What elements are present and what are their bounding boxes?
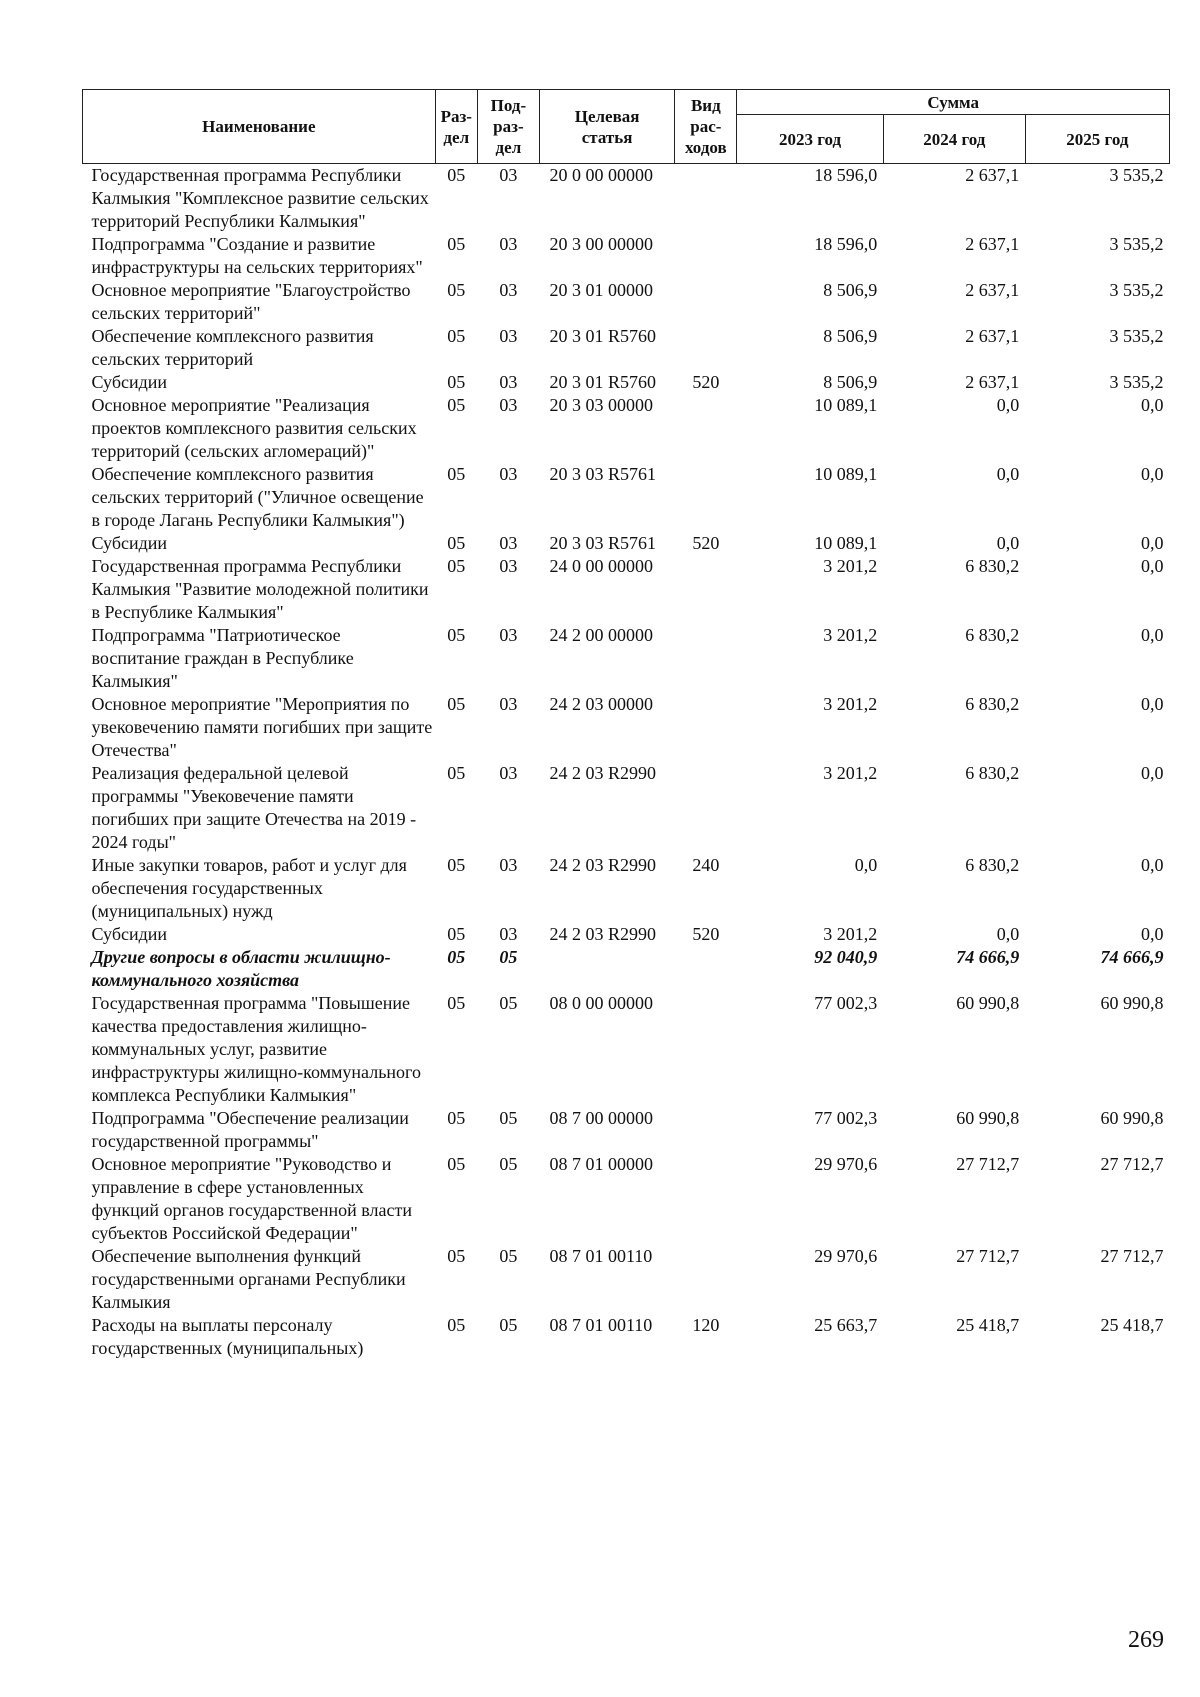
row-podrazdel: 03 <box>499 694 518 714</box>
row-sum-2025: 0,0 <box>1141 395 1164 415</box>
row-razdel: 05 <box>447 1315 466 1335</box>
row-vid <box>675 394 737 463</box>
row-tselevaya: 20 0 00 00000 <box>549 165 653 185</box>
row-name: Расходы на выплаты персоналу государственных (муниципальных) <box>91 1315 364 1358</box>
row-sum-2024: 6 830,2 <box>965 763 1020 783</box>
row-sum-2024: 27 712,7 <box>956 1246 1020 1266</box>
row-razdel: 05 <box>447 326 466 346</box>
row-sum-2025: 0,0 <box>1141 924 1164 944</box>
row-podrazdel: 05 <box>499 1246 518 1266</box>
row-tselevaya: 20 3 03 00000 <box>549 395 653 415</box>
row-name: Обеспечение выполнения функций государственными органами Республики Калмыкия <box>91 1246 406 1312</box>
table-row <box>83 233 1170 279</box>
row-name: Подпрограмма "Патриотическое воспитание граждан в Республике Калмыкия" <box>91 625 354 691</box>
row-razdel: 05 <box>447 464 466 484</box>
row-name: Основное мероприятие "Реализация проектов комплексного развития сельских территорий (сельских агломераций)" <box>91 395 417 461</box>
row-vid <box>675 325 737 371</box>
header-name: Наименование <box>83 90 436 164</box>
row-podrazdel: 03 <box>499 234 518 254</box>
row-podrazdel: 03 <box>499 326 518 346</box>
table-row <box>83 1153 1170 1245</box>
header-2023: 2023 год <box>737 115 883 164</box>
row-sum-2023: 3 201,2 <box>823 694 878 714</box>
table-row <box>83 279 1170 325</box>
row-sum-2025: 60 990,8 <box>1100 993 1164 1013</box>
row-sum-2024: 74 666,9 <box>956 947 1020 967</box>
row-razdel: 05 <box>447 234 466 254</box>
table-row <box>83 762 1170 854</box>
row-razdel: 05 <box>447 395 466 415</box>
row-name: Субсидии <box>91 533 168 553</box>
row-razdel: 05 <box>447 763 466 783</box>
row-name: Субсидии <box>91 372 168 392</box>
row-sum-2024: 0,0 <box>996 924 1020 944</box>
row-podrazdel: 03 <box>499 165 518 185</box>
row-razdel: 05 <box>447 533 466 553</box>
row-name: Обеспечение комплексного развития сельских территорий ("Уличное освещение в городе Лагань Республики Калмыкия") <box>91 464 424 530</box>
row-podrazdel: 03 <box>499 464 518 484</box>
row-podrazdel: 05 <box>499 947 518 967</box>
row-sum-2024: 6 830,2 <box>965 556 1020 576</box>
row-sum-2024: 0,0 <box>996 395 1020 415</box>
row-sum-2023: 29 970,6 <box>814 1246 878 1266</box>
row-tselevaya: 20 3 01 R5760 <box>549 326 656 346</box>
table-row <box>83 555 1170 624</box>
table-row <box>83 624 1170 693</box>
row-podrazdel: 03 <box>499 372 518 392</box>
budget-table <box>82 89 1170 1360</box>
table-body <box>83 164 1170 1361</box>
row-tselevaya: 24 2 03 00000 <box>549 694 653 714</box>
row-tselevaya: 20 3 01 R5760 <box>549 372 656 392</box>
row-vid: 520 <box>692 372 720 392</box>
table-row <box>83 1314 1170 1360</box>
row-vid <box>675 1245 737 1314</box>
row-razdel: 05 <box>447 1246 466 1266</box>
row-vid <box>675 555 737 624</box>
table-row <box>83 854 1170 923</box>
row-name: Субсидии <box>91 924 168 944</box>
row-sum-2023: 25 663,7 <box>814 1315 878 1335</box>
header-summa: Сумма <box>737 90 1170 115</box>
row-sum-2023: 77 002,3 <box>814 993 878 1013</box>
row-tselevaya: 24 2 03 R2990 <box>549 924 656 944</box>
row-sum-2024: 2 637,1 <box>965 165 1020 185</box>
table-row <box>83 992 1170 1107</box>
row-name: Реализация федеральной целевой программы "Увековечение памяти погибших при защите Отечества на 2019 - 2024 годы" <box>91 763 417 852</box>
row-sum-2024: 60 990,8 <box>956 993 1020 1013</box>
row-sum-2024: 2 637,1 <box>965 372 1020 392</box>
table-row <box>83 1107 1170 1153</box>
row-vid <box>675 624 737 693</box>
row-tselevaya: 08 7 01 00110 <box>549 1315 653 1335</box>
table-row <box>83 693 1170 762</box>
row-vid <box>675 164 737 234</box>
row-razdel: 05 <box>447 1154 466 1174</box>
row-sum-2023: 18 596,0 <box>814 234 878 254</box>
row-vid: 520 <box>692 533 720 553</box>
row-vid <box>675 992 737 1107</box>
row-sum-2024: 25 418,7 <box>956 1315 1020 1335</box>
row-sum-2023: 10 089,1 <box>814 533 878 553</box>
row-razdel: 05 <box>447 165 466 185</box>
row-podrazdel: 03 <box>499 625 518 645</box>
row-name: Иные закупки товаров, работ и услуг для обеспечения государственных (муниципальных) нужд <box>91 855 407 921</box>
row-tselevaya: 24 0 00 00000 <box>549 556 653 576</box>
row-name: Основное мероприятие "Благоустройство сельских территорий" <box>91 280 411 323</box>
row-sum-2025: 3 535,2 <box>1109 165 1164 185</box>
table-row <box>83 463 1170 532</box>
table-row <box>83 325 1170 371</box>
row-sum-2024: 60 990,8 <box>956 1108 1020 1128</box>
row-sum-2025: 0,0 <box>1141 625 1164 645</box>
row-vid: 520 <box>692 924 720 944</box>
row-podrazdel: 03 <box>499 763 518 783</box>
row-podrazdel: 03 <box>499 395 518 415</box>
row-sum-2023: 0,0 <box>854 855 878 875</box>
row-sum-2023: 3 201,2 <box>823 556 878 576</box>
row-sum-2023: 8 506,9 <box>823 372 878 392</box>
page-number: 269 <box>1128 1627 1164 1653</box>
row-sum-2025: 0,0 <box>1141 464 1164 484</box>
row-sum-2025: 27 712,7 <box>1100 1154 1164 1174</box>
row-vid <box>675 762 737 854</box>
row-razdel: 05 <box>447 924 466 944</box>
row-podrazdel: 03 <box>499 924 518 944</box>
table-row <box>83 1245 1170 1314</box>
row-podrazdel: 03 <box>499 556 518 576</box>
row-sum-2023: 3 201,2 <box>823 924 878 944</box>
row-tselevaya: 20 3 00 00000 <box>549 234 653 254</box>
row-sum-2025: 0,0 <box>1141 763 1164 783</box>
header-tselevaya: Целевая статья <box>539 90 674 164</box>
row-sum-2025: 0,0 <box>1141 556 1164 576</box>
row-tselevaya: 20 3 01 00000 <box>549 280 653 300</box>
row-podrazdel: 05 <box>499 1154 518 1174</box>
row-name: Основное мероприятие "Руководство и управление в сфере установленных функций органов государственной власти субъектов Российской Федерации" <box>91 1154 413 1243</box>
row-sum-2023: 10 089,1 <box>814 464 878 484</box>
row-sum-2023: 3 201,2 <box>823 625 878 645</box>
row-name: Государственная программа Республики Калмыкия "Комплексное развитие сельских территорий Республики Калмыкия" <box>91 165 429 231</box>
row-sum-2025: 3 535,2 <box>1109 326 1164 346</box>
row-sum-2024: 0,0 <box>996 464 1020 484</box>
row-name: Подпрограмма "Создание и развитие инфраструктуры на сельских территориях" <box>91 234 423 277</box>
row-razdel: 05 <box>447 372 466 392</box>
row-tselevaya: 24 2 03 R2990 <box>549 763 656 783</box>
row-sum-2023: 8 506,9 <box>823 326 878 346</box>
row-tselevaya: 08 7 00 00000 <box>549 1108 653 1128</box>
row-sum-2025: 60 990,8 <box>1100 1108 1164 1128</box>
row-tselevaya: 08 7 01 00110 <box>549 1246 653 1266</box>
table-row <box>83 946 1170 992</box>
row-sum-2024: 0,0 <box>996 533 1020 553</box>
row-sum-2025: 0,0 <box>1141 694 1164 714</box>
row-vid <box>675 233 737 279</box>
row-sum-2023: 3 201,2 <box>823 763 878 783</box>
row-podrazdel: 05 <box>499 1108 518 1128</box>
row-sum-2025: 3 535,2 <box>1109 280 1164 300</box>
table-row <box>83 394 1170 463</box>
header-podrazdel: Под- раз- дел <box>477 90 539 164</box>
row-sum-2023: 8 506,9 <box>823 280 878 300</box>
row-vid <box>675 463 737 532</box>
row-sum-2024: 27 712,7 <box>956 1154 1020 1174</box>
row-sum-2025: 3 535,2 <box>1109 372 1164 392</box>
row-name: Основное мероприятие "Мероприятия по увековечению памяти погибших при защите Отечества" <box>91 694 433 760</box>
row-razdel: 05 <box>447 556 466 576</box>
row-sum-2024: 2 637,1 <box>965 326 1020 346</box>
row-podrazdel: 05 <box>499 1315 518 1335</box>
row-sum-2024: 2 637,1 <box>965 234 1020 254</box>
row-razdel: 05 <box>447 947 466 967</box>
row-podrazdel: 05 <box>499 993 518 1013</box>
row-tselevaya: 08 0 00 00000 <box>549 993 653 1013</box>
row-sum-2025: 0,0 <box>1141 855 1164 875</box>
row-sum-2025: 74 666,9 <box>1100 947 1164 967</box>
row-sum-2025: 3 535,2 <box>1109 234 1164 254</box>
row-sum-2023: 18 596,0 <box>814 165 878 185</box>
row-razdel: 05 <box>447 625 466 645</box>
row-name: Государственная программа "Повышение качества предоставления жилищно-коммунальных услуг, развитие инфраструктуры жилищно-коммунального комплекса Республики Калмыкия" <box>91 993 421 1105</box>
row-tselevaya <box>539 946 674 992</box>
row-razdel: 05 <box>447 280 466 300</box>
row-tselevaya: 20 3 03 R5761 <box>549 533 656 553</box>
row-vid: 120 <box>692 1315 720 1335</box>
row-sum-2023: 92 040,9 <box>814 947 878 967</box>
table-row <box>83 532 1170 555</box>
row-sum-2024: 6 830,2 <box>965 855 1020 875</box>
row-sum-2023: 10 089,1 <box>814 395 878 415</box>
row-vid <box>675 946 737 992</box>
row-vid <box>675 1107 737 1153</box>
table-row <box>83 923 1170 946</box>
row-razdel: 05 <box>447 1108 466 1128</box>
row-name: Государственная программа Республики Калмыкия "Развитие молодежной политики в Республике Калмыкия" <box>91 556 429 622</box>
row-razdel: 05 <box>447 993 466 1013</box>
row-sum-2023: 77 002,3 <box>814 1108 878 1128</box>
table-row <box>83 164 1170 234</box>
header-2025: 2025 год <box>1025 115 1169 164</box>
row-name: Подпрограмма "Обеспечение реализации государственной программы" <box>91 1108 409 1151</box>
row-sum-2025: 0,0 <box>1141 533 1164 553</box>
row-sum-2025: 27 712,7 <box>1100 1246 1164 1266</box>
row-vid <box>675 693 737 762</box>
row-sum-2024: 6 830,2 <box>965 694 1020 714</box>
table-row <box>83 371 1170 394</box>
row-vid: 240 <box>692 855 720 875</box>
row-tselevaya: 24 2 00 00000 <box>549 625 653 645</box>
row-sum-2023: 29 970,6 <box>814 1154 878 1174</box>
row-razdel: 05 <box>447 855 466 875</box>
header-2024: 2024 год <box>883 115 1025 164</box>
header-razdel: Раз- дел <box>435 90 477 164</box>
row-tselevaya: 20 3 03 R5761 <box>549 464 656 484</box>
row-razdel: 05 <box>447 694 466 714</box>
table-header <box>83 90 1170 164</box>
row-sum-2025: 25 418,7 <box>1100 1315 1164 1335</box>
row-tselevaya: 24 2 03 R2990 <box>549 855 656 875</box>
row-vid <box>675 1153 737 1245</box>
row-vid <box>675 279 737 325</box>
row-podrazdel: 03 <box>499 855 518 875</box>
row-name: Другие вопросы в области жилищно-коммунального хозяйства <box>91 947 391 990</box>
row-tselevaya: 08 7 01 00000 <box>549 1154 653 1174</box>
row-sum-2024: 6 830,2 <box>965 625 1020 645</box>
row-podrazdel: 03 <box>499 280 518 300</box>
row-podrazdel: 03 <box>499 533 518 553</box>
row-name: Обеспечение комплексного развития сельских территорий <box>91 326 374 369</box>
header-vid: Вид рас- ходов <box>675 90 737 164</box>
row-sum-2024: 2 637,1 <box>965 280 1020 300</box>
